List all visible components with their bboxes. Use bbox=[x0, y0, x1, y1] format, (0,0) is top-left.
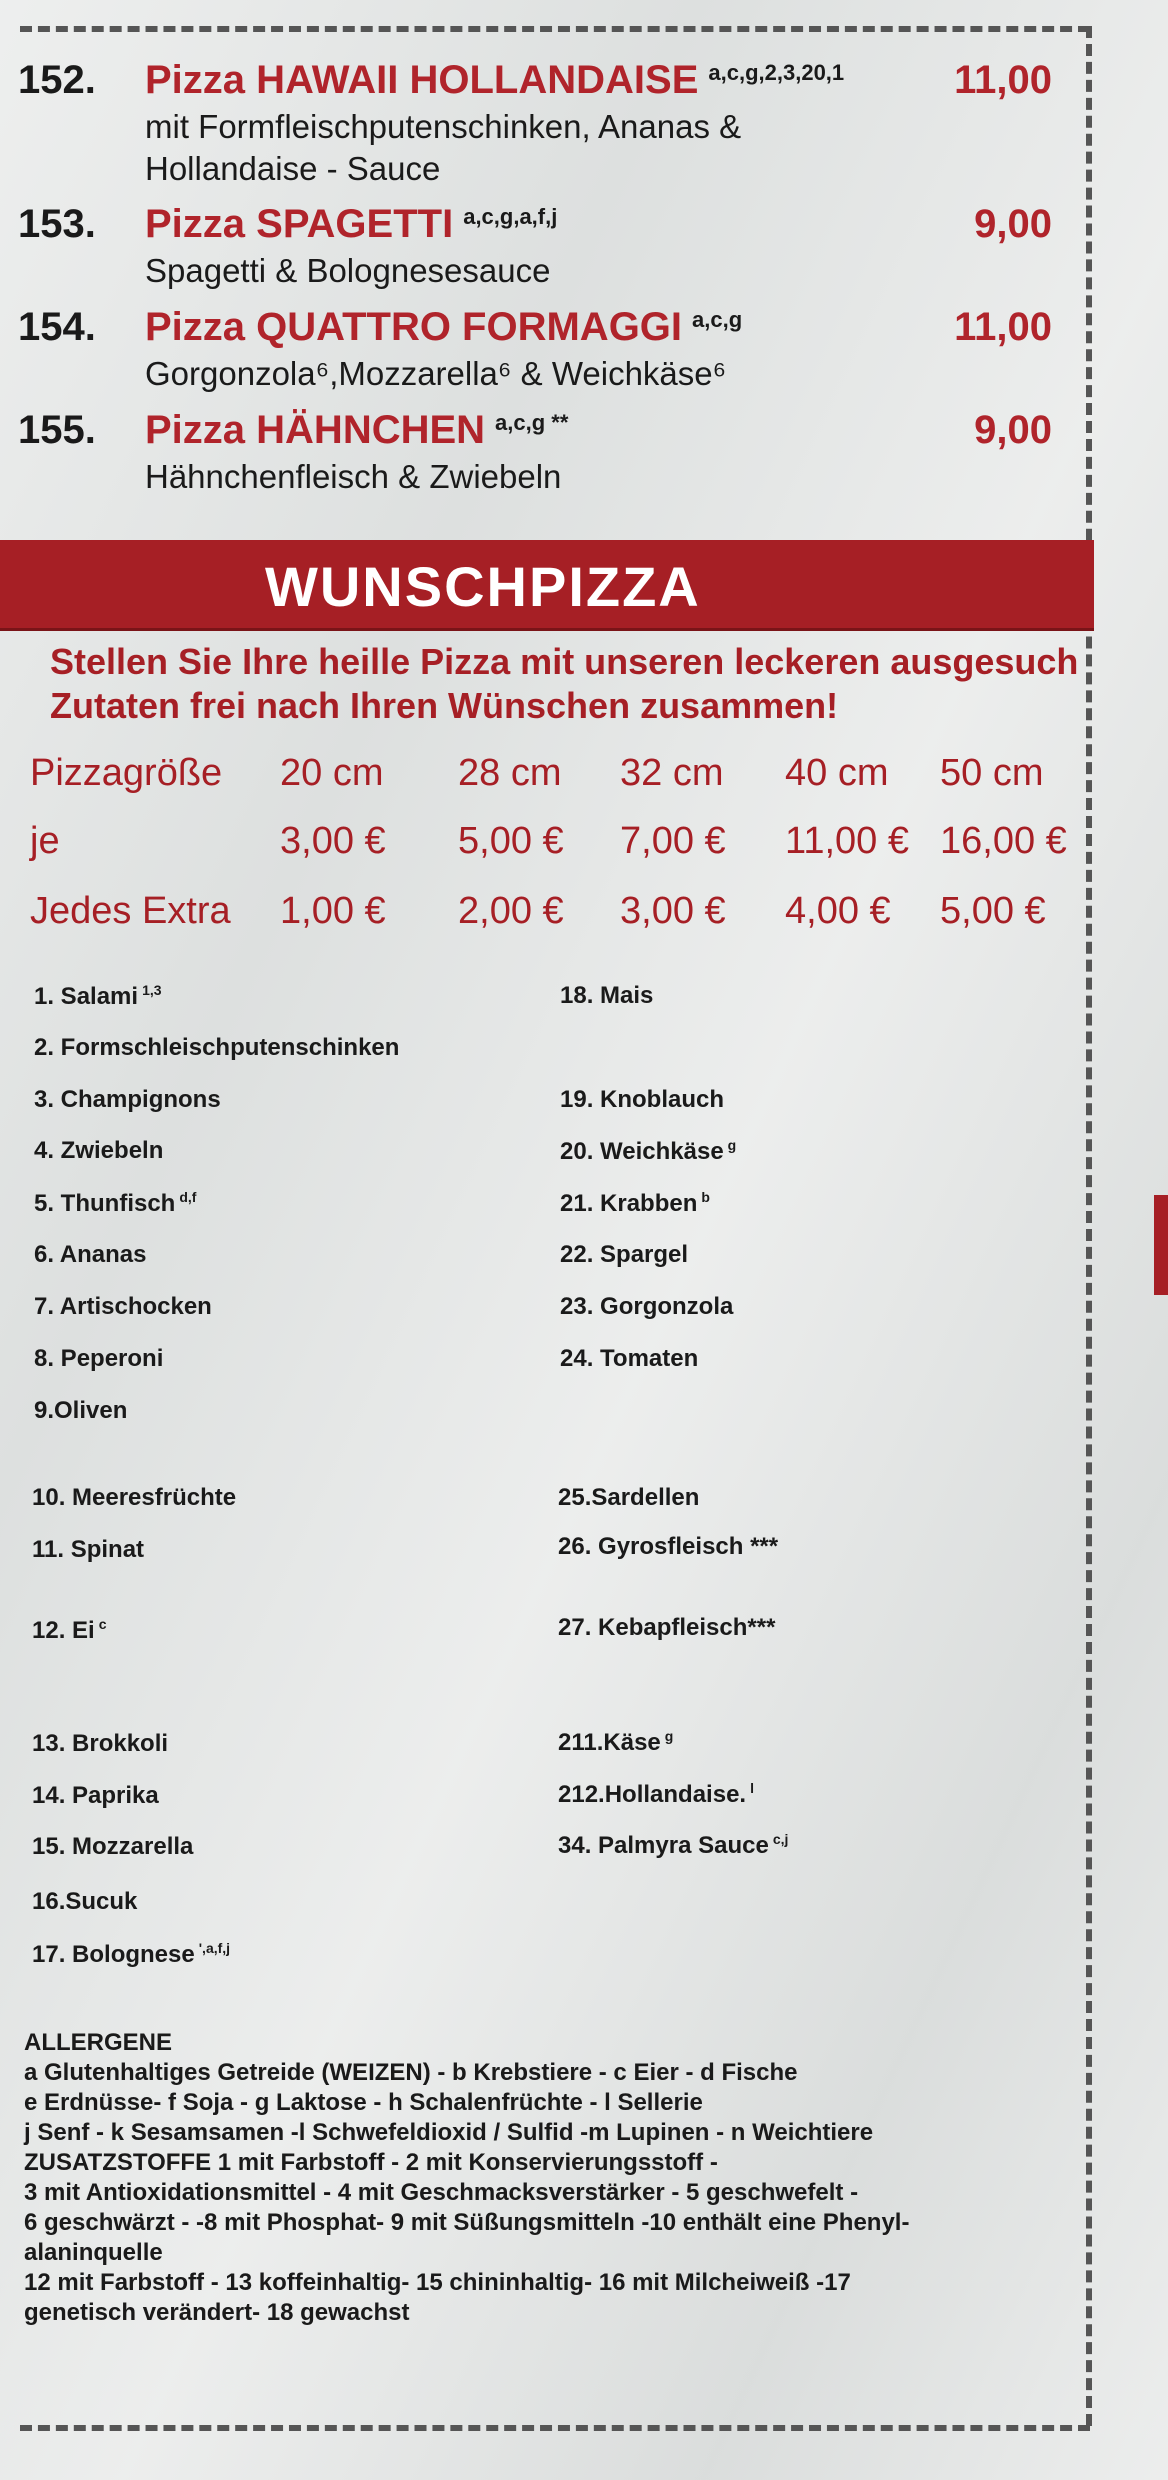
item-name: Pizza HAWAII HOLLANDAISE $^{a,c,g,2,3,20,1}$ bbox=[145, 58, 845, 102]
topping-item: 2. Formschleischputenschinken bbox=[34, 1034, 400, 1061]
allergene-line: a Glutenhaltiges Getreide (WEIZEN) - b Krebstiere - c Eier - d Fische bbox=[24, 2059, 798, 2086]
item-number: 154. bbox=[18, 305, 96, 349]
allergene-line: genetisch verändert- 18 gewachst bbox=[24, 2299, 410, 2326]
row-label: Pizzagröße bbox=[30, 752, 223, 794]
size-cell: 50 cm bbox=[940, 752, 1044, 794]
topping-item: 5. Thunfisch $^{d,f}$ bbox=[34, 1189, 197, 1217]
size-cell: 28 cm bbox=[458, 752, 562, 794]
topping-item: 14. Paprika bbox=[32, 1782, 159, 1809]
item-price: 11,00 bbox=[954, 58, 1052, 102]
item-description: Hähnchenfleisch & Zwiebeln bbox=[145, 458, 562, 495]
price-cell: 11,00 € bbox=[785, 820, 909, 862]
allergene-line: 12 mit Farbstoff - 13 koffeinhaltig- 15 chininhaltig- 16 mit Milcheiweiß -17 bbox=[24, 2269, 851, 2296]
topping-item: 27. Kebapfleisch*** bbox=[558, 1614, 776, 1641]
extra-cell: 2,00 € bbox=[458, 890, 564, 932]
topping-item: 1. Salami $^{1,3}$ bbox=[34, 982, 162, 1010]
topping-item: 25.Sardellen bbox=[558, 1484, 700, 1511]
allergene-line: e Erdnüsse- f Soja - g Laktose - h Schalenfrüchte - l Sellerie bbox=[24, 2089, 703, 2116]
item-description: Gorgonzola⁶,Mozzarella⁶ & Weichkäse⁶ bbox=[145, 355, 727, 392]
topping-item: 3. Champignons bbox=[34, 1086, 221, 1113]
section-title: WUNSCHPIZZA bbox=[265, 555, 701, 618]
topping-item: 21. Krabben $^b$ bbox=[560, 1189, 710, 1217]
row-label: je bbox=[30, 820, 60, 862]
wunschpizza-banner bbox=[0, 540, 1094, 631]
item-price: 11,00 bbox=[954, 305, 1052, 349]
item-name: Pizza SPAGETTI $^{a,c,g,a,f,j}$ bbox=[145, 202, 558, 246]
bottom-dashed-border bbox=[20, 2425, 1090, 2431]
item-name: Pizza QUATTRO FORMAGGI $^{a,c,g}$ bbox=[145, 305, 743, 349]
topping-item: 22. Spargel bbox=[560, 1241, 689, 1268]
size-cell: 40 cm bbox=[785, 752, 889, 794]
topping-item: 10. Meeresfrüchte bbox=[32, 1484, 237, 1511]
topping-item: 18. Mais bbox=[560, 982, 654, 1009]
topping-item: 212.Hollandaise. $^l$ bbox=[558, 1780, 754, 1808]
wunschpizza-intro: Stellen Sie Ihre heille Pizza mit unseren leckeren ausgesuch Zutaten frei nach Ihren Wünschen zusammen! bbox=[50, 641, 1079, 726]
topping-item: 16.Sucuk bbox=[32, 1888, 138, 1915]
price-cell: 7,00 € bbox=[620, 820, 726, 862]
topping-item: 26. Gyrosfleisch *** bbox=[558, 1533, 779, 1560]
topping-item: 23. Gorgonzola bbox=[560, 1293, 734, 1320]
top-dashed-border bbox=[20, 26, 1090, 32]
topping-item: 211.Käse $^g$ bbox=[558, 1728, 674, 1756]
topping-item: 6. Ananas bbox=[34, 1241, 147, 1268]
topping-item: 13. Brokkoli bbox=[32, 1730, 169, 1757]
item-allergens: a,c,g bbox=[692, 307, 743, 332]
topping-item: 20. Weichkäse $^g$ bbox=[560, 1137, 737, 1165]
price-cell: 3,00 € bbox=[280, 820, 386, 862]
right-dashed-border bbox=[1086, 26, 1092, 2426]
topping-item: 19. Knoblauch bbox=[560, 1086, 725, 1113]
price-cell: 5,00 € bbox=[458, 820, 564, 862]
allergene-line: alaninquelle bbox=[24, 2239, 163, 2266]
item-number: 153. bbox=[18, 202, 96, 246]
topping-item: 12. Ei $^c$ bbox=[32, 1616, 107, 1644]
item-allergens: a,c,g ** bbox=[495, 410, 569, 435]
topping-item: 8. Peperoni bbox=[34, 1345, 164, 1372]
allergene-line: j Senf - k Sesamsamen -l Schwefeldioxid / Sulfid -m Lupinen - n Weichtiere bbox=[24, 2119, 874, 2146]
allergene-line: 6 geschwärzt - -8 mit Phosphat- 9 mit Süßungsmitteln -10 enthält eine Phenyl- bbox=[24, 2209, 910, 2236]
extra-cell: 5,00 € bbox=[940, 890, 1046, 932]
topping-item: 34. Palmyra Sauce $^{c,j}$ bbox=[558, 1831, 789, 1859]
allergene-line: ZUSATZSTOFFE 1 mit Farbstoff - 2 mit Konservierungsstoff - bbox=[24, 2149, 718, 2176]
item-allergens: a,c,g,2,3,20,1 bbox=[708, 60, 845, 85]
topping-item: 17. Bolognese $^{',a,f,j}$ bbox=[32, 1940, 231, 1968]
item-description: Spagetti & Bolognesesauce bbox=[145, 252, 551, 289]
extra-cell: 1,00 € bbox=[280, 890, 386, 932]
topping-item: 11. Spinat bbox=[32, 1536, 145, 1563]
item-price: 9,00 bbox=[974, 408, 1052, 452]
topping-item: 4. Zwiebeln bbox=[34, 1137, 164, 1164]
item-price: 9,00 bbox=[974, 202, 1052, 246]
topping-item: 9.Oliven bbox=[34, 1397, 128, 1424]
price-cell: 16,00 € bbox=[940, 820, 1067, 862]
red-edge-marker bbox=[1154, 1195, 1168, 1295]
item-number: 155. bbox=[18, 408, 96, 452]
item-allergens: a,c,g,a,f,j bbox=[463, 204, 558, 229]
row-label: Jedes Extra bbox=[30, 890, 231, 932]
allergene-legend bbox=[24, 2028, 909, 2328]
allergene-heading: ALLERGENE bbox=[24, 2029, 173, 2056]
item-description: mit Formfleischputenschinken, Ananas & Hollandaise - Sauce bbox=[145, 108, 742, 187]
topping-item: 7. Artischocken bbox=[34, 1293, 212, 1320]
allergene-line: 3 mit Antioxidationsmittel - 4 mit Geschmacksverstärker - 5 geschwefelt - bbox=[24, 2179, 859, 2206]
size-cell: 32 cm bbox=[620, 752, 724, 794]
size-cell: 20 cm bbox=[280, 752, 384, 794]
topping-item: 15. Mozzarella bbox=[32, 1833, 194, 1860]
item-name: Pizza HÄHNCHEN $^{a,c,g **}$ bbox=[145, 408, 569, 452]
extra-cell: 4,00 € bbox=[785, 890, 891, 932]
extra-cell: 3,00 € bbox=[620, 890, 726, 932]
item-number: 152. bbox=[18, 58, 96, 102]
topping-item: 24. Tomaten bbox=[560, 1345, 699, 1372]
